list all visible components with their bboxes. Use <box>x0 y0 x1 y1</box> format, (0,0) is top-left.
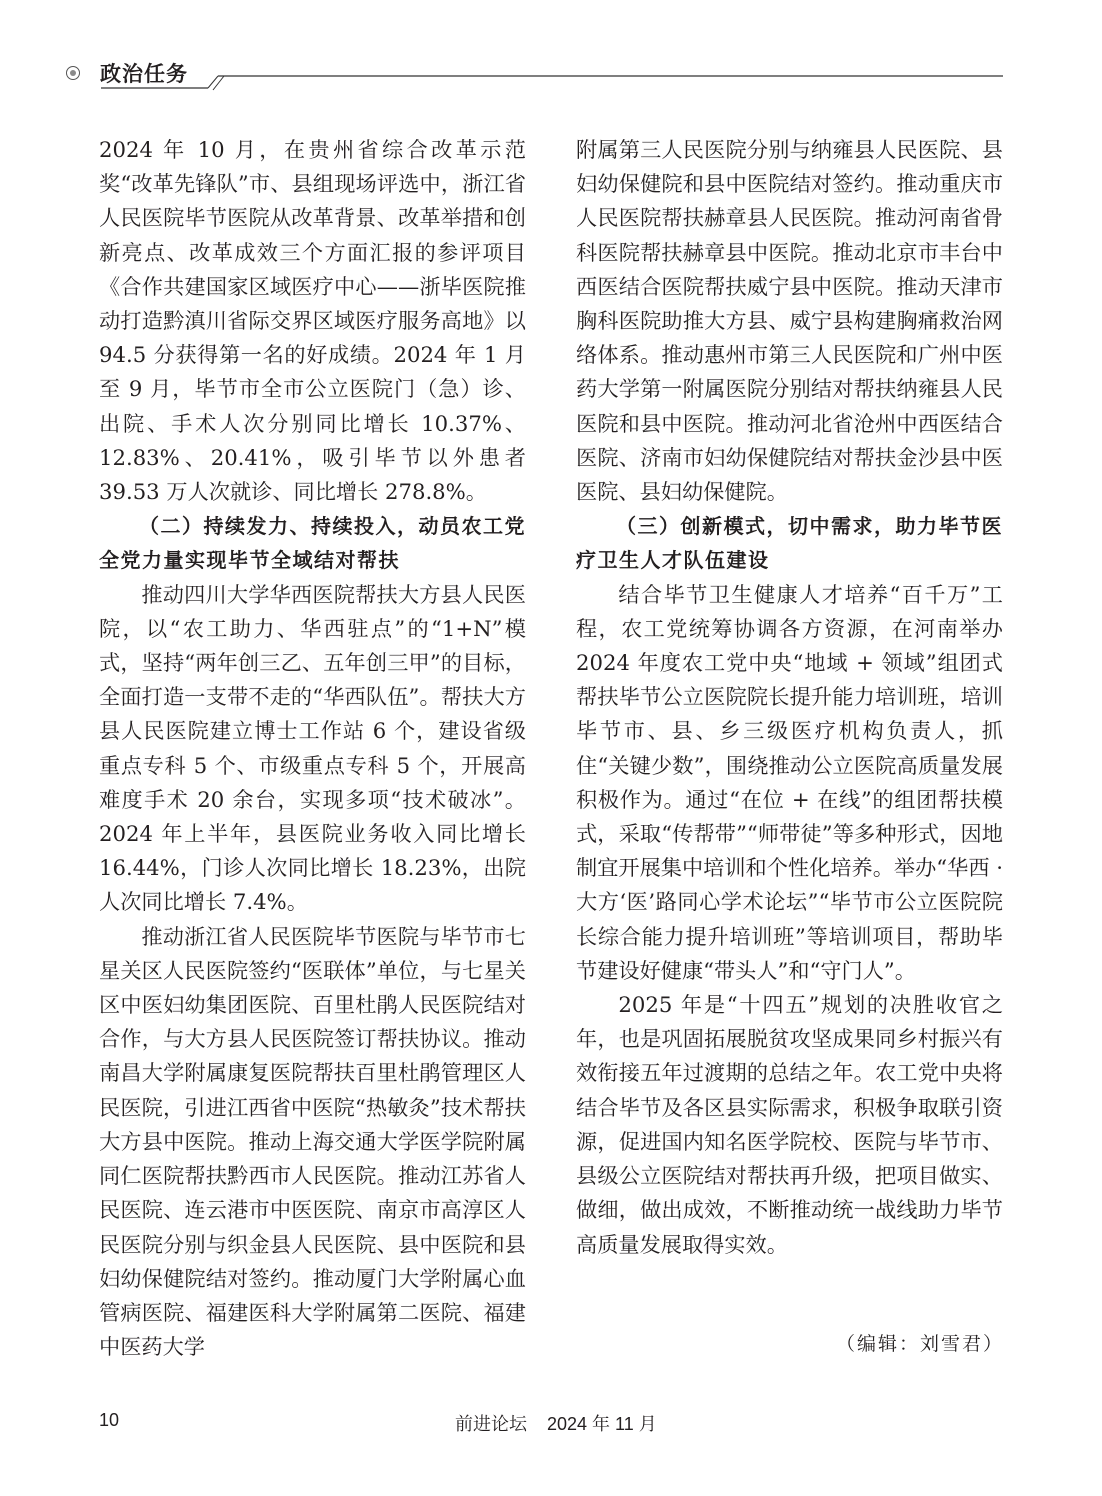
paragraph: 2024 年 10 月，在贵州省综合改革示范奖“改革先锋队”市、县组现场评选中，浙江省人民医院毕节医院从改革背景、改革举措和创新亮点、改革成效三个方面汇报的参评项目《合作共建国家区域医疗中心——浙毕医院推动打造黔滇川省际交界区域医疗服务高地》以 94.5 分获得第一名的好成绩。2024 年 1 月至 9 月，毕节市全市公立医院门（急）诊、出院、手术人次分别同比增长 10.37%、12.83%、20.41%，吸引毕节以外患者 39.53 万人次就诊、同比增长 278.8%。 <box>99 137 526 505</box>
section-subheading: （二）持续发力、持续投入，动员农工党全党力量实现毕节全域结对帮扶 <box>99 514 526 573</box>
editor-credit: （编辑：刘雪君） <box>835 1333 1004 1355</box>
paragraph: 附属第三人民医院分别与纳雍县人民医院、县妇幼保健院和县中医院结对签约。推动重庆市人民医院帮扶赫章县人民医院。推动河南省骨科医院帮扶赫章县中医院。推动北京市丰台中西医结合医院帮扶威宁县中医院。推动天津市胸科医院助推大方县、威宁县构建胸痛救治网络体系。推动惠州市第三人民医院和广州中医药大学第一附属医院分别结对帮扶纳雍县人民医院和县中医院。推动河北省沧州中西医结合医院、济南市妇幼保健院结对帮扶金沙县中医医院、县妇幼保健院。 <box>576 137 1003 505</box>
issue-date: 2024 年 11 月 <box>547 1414 657 1434</box>
header-divider <box>0 0 1102 110</box>
section-title: 政治任务 <box>100 61 188 86</box>
left-column <box>99 133 526 1364</box>
page-number: 10 <box>99 1410 120 1430</box>
paragraph: 结合毕节卫生健康人才培养“百千万”工程，农工党统筹协调各方资源，在河南举办 2024 年度农工党中央“地域 + 领域”组团式帮扶毕节公立医院院长提升能力培训班，培训毕节市、县、乡三级医疗机构负责人，抓住“关键少数”，围绕推动公立医院高质量发展积极作为。通过“在位 + 在线”的组团帮扶模式，采取“传帮带”“师带徒”等多种形式，因地制宜开展集中培训和个性化培养。举办“华西 · 大方‘医’路同心学术论坛”“毕节市公立医院院长综合能力提升培训班”等培训项目，帮助毕节建设好健康“带头人”和“守门人”。 <box>576 581 1003 983</box>
section-subheading: （三）创新模式，切中需求，助力毕节医疗卫生人才队伍建设 <box>576 514 1003 573</box>
footer-publication-info <box>455 1410 657 1436</box>
right-column <box>576 133 1003 1262</box>
paragraph: 2025 年是“十四五”规划的决胜收官之年，也是巩固拓展脱贫攻坚成果同乡村振兴有效衔接五年过渡期的总结之年。农工党中央将结合毕节及各区县实际需求，积极争取联引资源，促进国内知名医学院校、医院与毕节市、县级公立医院结对帮扶再升级，把项目做实、做细，做出成效，不断推动统一战线助力毕节高质量发展取得实效。 <box>576 992 1003 1257</box>
publication-name: 前进论坛 <box>455 1414 527 1434</box>
paragraph: 推动浙江省人民医院毕节医院与毕节市七星关区人民医院签约“医联体”单位，与七星关区中医妇幼集团医院、百里杜鹃人民医院结对合作，与大方县人民医院签订帮扶协议。推动南昌大学附属康复医院帮扶百里杜鹃管理区人民医院，引进江西省中医院“热敏灸”技术帮扶大方县中医院。推动上海交通大学医学院附属同仁医院帮扶黔西市人民医院。推动江苏省人民医院、连云港市中医医院、南京市高淳区人民医院分别与织金县人民医院、县中医院和县妇幼保健院结对签约。推动厦门大学附属心血管病医院、福建医科大学附属第二医院、福建中医药大学 <box>99 923 526 1360</box>
paragraph: 推动四川大学华西医院帮扶大方县人民医院，以“农工助力、华西驻点”的“1+N”模式，坚持“两年创三乙、五年创三甲”的目标，全面打造一支带不走的“华西队伍”。帮扶大方县人民医院建立博士工作站 6 个，建设省级重点专科 5 个、市级重点专科 5 个，开展高难度手术 20 余台，实现多项“技术破冰”。2024 年上半年，县医院业务收入同比增长 16.44%，门诊人次同比增长 18.23%，出院人次同比增长 7.4%。 <box>99 581 526 915</box>
page-header <box>0 0 1102 110</box>
